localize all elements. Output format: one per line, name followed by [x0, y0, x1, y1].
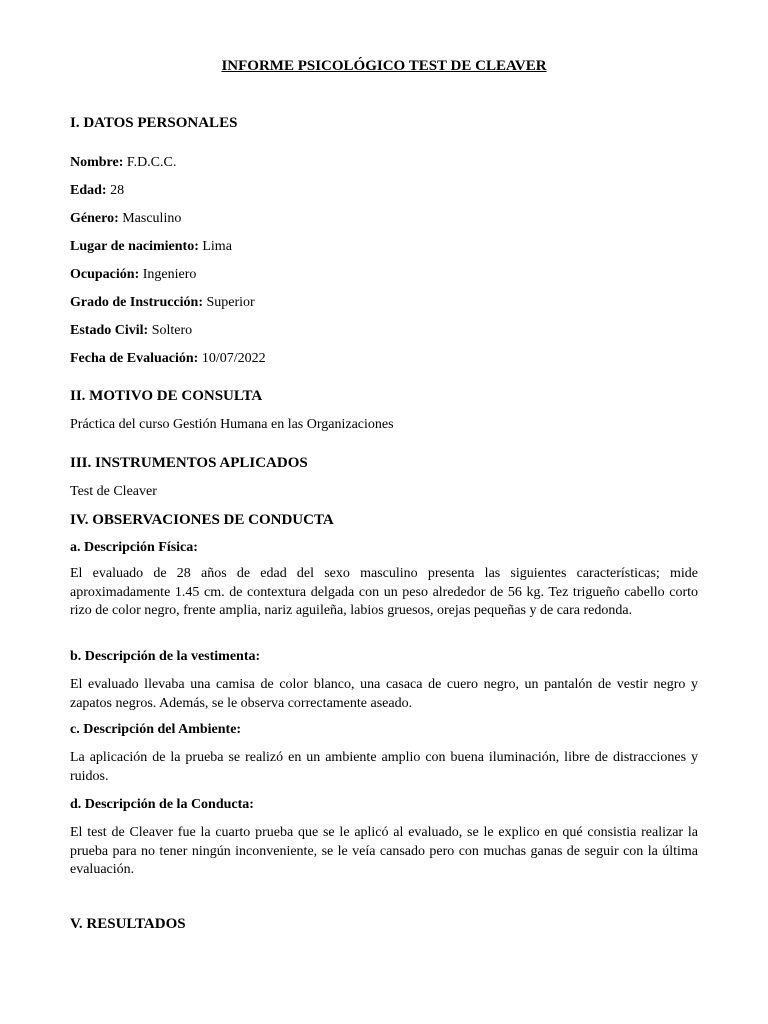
subheading-descripcion-vestimenta: b. Descripción de la vestimenta:: [70, 649, 261, 664]
field-value: Masculino: [122, 211, 182, 226]
section-heading-resultados: V. RESULTADOS: [70, 916, 186, 932]
instrumentos-text: Test de Cleaver: [70, 484, 157, 499]
field-label: Nombre:: [70, 155, 124, 170]
field-fecha-evaluacion: [70, 351, 266, 367]
field-genero: [70, 211, 181, 227]
section-heading-datos-personales: I. DATOS PERSONALES: [70, 115, 238, 131]
paragraph-descripcion-vestimenta: El evaluado llevaba una camisa de color blanco, una casaca de cuero negro, un pantalón de vestir negro y zapatos negros. Además, se le observa correctamente aseado.: [70, 677, 698, 711]
subheading-descripcion-conducta: d. Descripción de la Conducta:: [70, 797, 254, 812]
field-lugar-nacimiento: [70, 239, 232, 255]
field-label: Edad:: [70, 183, 107, 198]
field-estado-civil: [70, 323, 192, 339]
motivo-text: Práctica del curso Gestión Humana en las Organizaciones: [70, 417, 394, 432]
document-title: INFORME PSICOLÓGICO TEST DE CLEAVER: [221, 58, 547, 74]
field-grado-instruccion: [70, 295, 255, 311]
field-edad: [70, 183, 124, 199]
paragraph-descripcion-ambiente: La aplicación de la prueba se realizó en un ambiente amplio con buena iluminación, libre de distracciones y ruidos.: [70, 750, 698, 784]
section-heading-motivo: II. MOTIVO DE CONSULTA: [70, 388, 263, 404]
subheading-descripcion-fisica: a. Descripción Física:: [70, 540, 198, 555]
paragraph-descripcion-fisica: El evaluado de 28 años de edad del sexo masculino presenta las siguientes características; mide aproximadamente 1.45 cm. de contextura delgada con un peso alrededor de 56 kg. Tez trigueño cabello corto rizo de color negro, frente amplia, nariz aguileña, labios gruesos, orejas pequeñas y de cara redonda.: [70, 566, 698, 618]
field-value: 28: [110, 183, 125, 198]
field-nombre: [70, 155, 176, 171]
section-heading-observaciones: IV. OBSERVACIONES DE CONDUCTA: [70, 512, 334, 528]
field-value: Soltero: [151, 323, 193, 338]
field-label: Grado de Instrucción:: [70, 295, 203, 310]
field-value: Ingeniero: [142, 267, 197, 282]
subheading-descripcion-ambiente: c. Descripción del Ambiente:: [70, 722, 242, 737]
field-label: Lugar de nacimiento:: [70, 239, 199, 254]
section-heading-instrumentos: III. INSTRUMENTOS APLICADOS: [70, 455, 308, 471]
field-value: Lima: [202, 239, 232, 254]
field-label: Fecha de Evaluación:: [70, 351, 199, 366]
paragraph-descripcion-conducta: El test de Cleaver fue la cuarto prueba que se le aplicó al evaluado, se le explico en qué consistia realizar la prueba para no tener ningún inconveniente, se le veía cansado pero con muchas ganas de seguir con la última evaluación.: [70, 825, 698, 877]
field-ocupacion: [70, 267, 196, 283]
field-label: Ocupación:: [70, 267, 140, 282]
field-value: F.D.C.C.: [126, 155, 177, 170]
field-label: Género:: [70, 211, 119, 226]
field-value: Superior: [206, 295, 255, 310]
field-value: 10/07/2022: [201, 351, 266, 366]
field-label: Estado Civil:: [70, 323, 149, 338]
